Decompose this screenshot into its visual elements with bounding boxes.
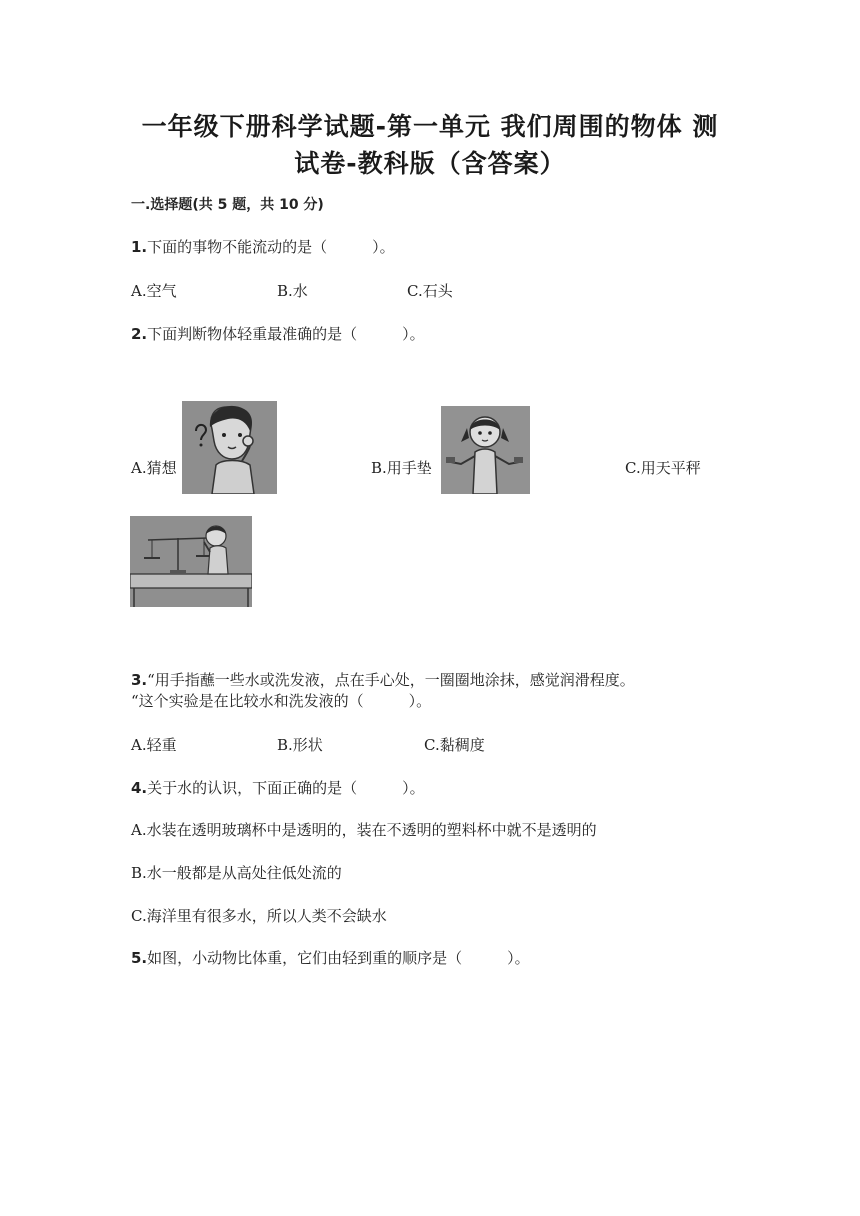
- q4-option-b: B.水一般都是从高处往低处流的: [131, 864, 342, 882]
- question-1: [131, 236, 395, 257]
- question-4-number: 4.: [131, 779, 148, 797]
- document-title-line-1: 一年级下册科学试题-第一单元 我们周围的物体 测: [141, 112, 719, 141]
- girl-hands-image: [441, 406, 530, 494]
- question-2-text: 下面判断物体轻重最准确的是（ ）。: [147, 325, 425, 343]
- q3-option-a: A.轻重: [131, 736, 177, 754]
- question-3-text-line-2: “这个实验是在比较水和洗发液的（ ）。: [131, 692, 432, 710]
- document-title-line-2: 试卷-教科版（含答案）: [294, 149, 566, 178]
- q3-option-b: B.形状: [277, 736, 323, 754]
- question-5-number: 5.: [131, 949, 148, 967]
- q1-option-c: C.石头: [407, 282, 453, 300]
- q1-option-b: B.水: [277, 282, 308, 300]
- q1-option-a: A.空气: [131, 282, 177, 300]
- question-4-text: 关于水的认识，下面正确的是（ ）。: [147, 779, 425, 797]
- question-5-text: 如图，小动物比体重，它们由轻到重的顺序是（ ）。: [147, 949, 530, 967]
- question-5: [131, 947, 530, 968]
- question-3-text-line-1: “用手指蘸一些水或洗发液，点在手心处，一圈圈地涂抹，感觉润滑程度。: [147, 671, 635, 689]
- question-2: [131, 323, 425, 344]
- question-1-text: 下面的事物不能流动的是（ ）。: [147, 238, 395, 256]
- section-heading: 一.选择题(共 5 题，共 10 分): [131, 197, 324, 213]
- q2-option-c: C.用天平秤: [625, 459, 701, 477]
- question-2-number: 2.: [131, 325, 148, 343]
- question-3-line-1: [131, 669, 635, 690]
- q2-option-a: A.猜想: [131, 459, 177, 477]
- question-1-number: 1.: [131, 238, 148, 256]
- question-4: [131, 777, 425, 798]
- q4-option-a: A.水装在透明玻璃杯中是透明的，装在不透明的塑料杯中就不是透明的: [131, 821, 597, 839]
- q3-option-c: C.黏稠度: [424, 736, 485, 754]
- question-3-number: 3.: [131, 671, 148, 689]
- q4-option-c: C.海洋里有很多水，所以人类不会缺水: [131, 907, 387, 925]
- balance-scale-image: [130, 516, 252, 607]
- q2-option-b: B.用手垫: [371, 459, 432, 477]
- boy-guessing-image: [182, 401, 277, 494]
